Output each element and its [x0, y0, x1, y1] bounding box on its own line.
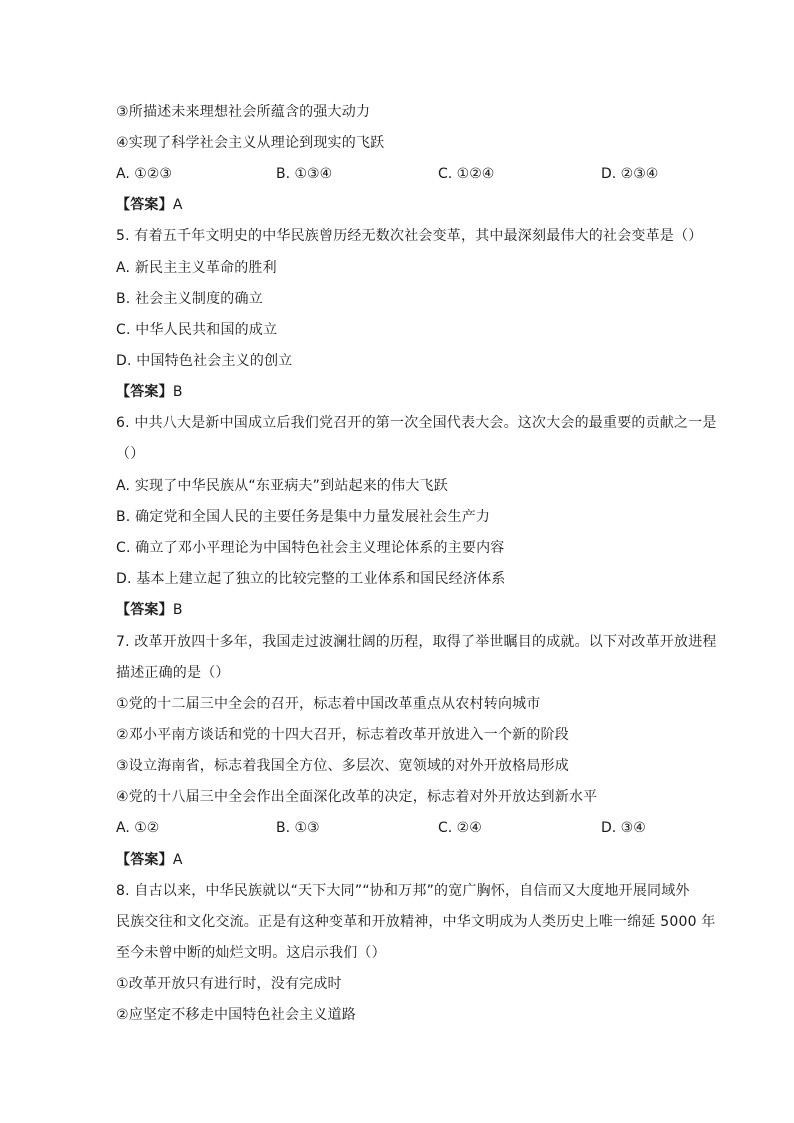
answer-label: 【答案】	[116, 852, 173, 868]
q7-stem-line-1: 7. 改革开放四十多年，我国走过波澜壮阔的历程，取得了举世瞩目的成就。以下对改革开放进程	[116, 634, 717, 650]
q8-stem-line-3: 至今未曾中断的灿烂文明。这启示我们（）	[116, 945, 386, 961]
answer-value: A	[172, 852, 183, 868]
q6-option-a: A. 实现了中华民族从“东亚病夫”到站起来的伟大飞跃	[116, 478, 448, 494]
q4-item-3: ③所描述未来理想社会所蕴含的强大动力	[116, 104, 371, 120]
q4-item-4: ④实现了科学社会主义从理论到现实的飞跃	[116, 135, 385, 151]
q7-item-1: ①党的十二届三中全会的召开，标志着中国改革重点从农村转向城市	[116, 696, 541, 712]
q5-option-c: C. 中华人民共和国的成立	[116, 322, 278, 338]
q6-stem-line-2: （）	[116, 446, 145, 462]
q4-option-b: B. ①③④	[276, 166, 333, 182]
answer-label: 【答案】	[116, 602, 173, 618]
q6-answer	[116, 600, 183, 620]
q7-item-4: ④党的十八届三中全会作出全面深化改革的决定，标志着对外开放达到新水平	[116, 789, 598, 805]
q7-option-a: A. ①②	[116, 820, 160, 836]
answer-value: A	[172, 197, 183, 213]
q8-item-2: ②应坚定不移走中国特色社会主义道路	[116, 1007, 356, 1023]
q5-option-d: D. 中国特色社会主义的创立	[116, 353, 293, 369]
q6-option-b: B. 确定党和全国人民的主要任务是集中力量发展社会生产力	[116, 509, 491, 525]
q7-stem-line-2: 描述正确的是（）	[116, 665, 230, 681]
q5-answer	[116, 382, 183, 402]
answer-label: 【答案】	[116, 197, 173, 213]
q6-option-d: D. 基本上建立起了独立的比较完整的工业体系和国民经济体系	[116, 571, 506, 587]
q6-option-c: C. 确立了邓小平理论为中国特色社会主义理论体系的主要内容	[116, 540, 505, 556]
q4-option-d: D. ②③④	[601, 166, 659, 182]
q7-item-2: ②邓小平南方谈话和党的十四大召开，标志着改革开放进入一个新的阶段	[116, 727, 569, 743]
q7-answer	[116, 850, 183, 870]
q5-option-a: A. 新民主主义革命的胜利	[116, 260, 277, 276]
q4-option-a: A. ①②③	[116, 166, 172, 182]
q7-item-3: ③设立海南省，标志着我国全方位、多层次、宽领域的对外开放格局形成	[116, 758, 569, 774]
q8-item-1: ①改革开放只有进行时，没有完成时	[116, 976, 342, 992]
q4-option-c: C. ①②④	[438, 166, 495, 182]
q8-stem-line-2: 民族交往和文化交流。正是有这种变革和开放精神，中华文明成为人类历史上唯一绵延 5000 年	[116, 914, 716, 930]
answer-label: 【答案】	[116, 384, 173, 400]
q8-stem-line-1: 8. 自古以来，中华民族就以“天下大同”“协和万邦”的宽广胸怀，自信而又大度地开展同域外	[116, 883, 690, 899]
q6-stem-line-1: 6. 中共八大是新中国成立后我们党召开的第一次全国代表大会。这次大会的最重要的贡献之一是	[116, 415, 717, 431]
q7-option-d: D. ③④	[601, 820, 646, 836]
q7-option-c: C. ②④	[438, 820, 482, 836]
q4-answer	[116, 195, 183, 215]
answer-value: B	[172, 384, 183, 400]
answer-value: B	[172, 602, 183, 618]
q5-option-b: B. 社会主义制度的确立	[116, 291, 263, 307]
q5-stem: 5. 有着五千年文明史的中华民族曾历经无数次社会变革，其中最深刻最伟大的社会变革是（）	[116, 228, 703, 244]
q7-option-b: B. ①③	[276, 820, 320, 836]
